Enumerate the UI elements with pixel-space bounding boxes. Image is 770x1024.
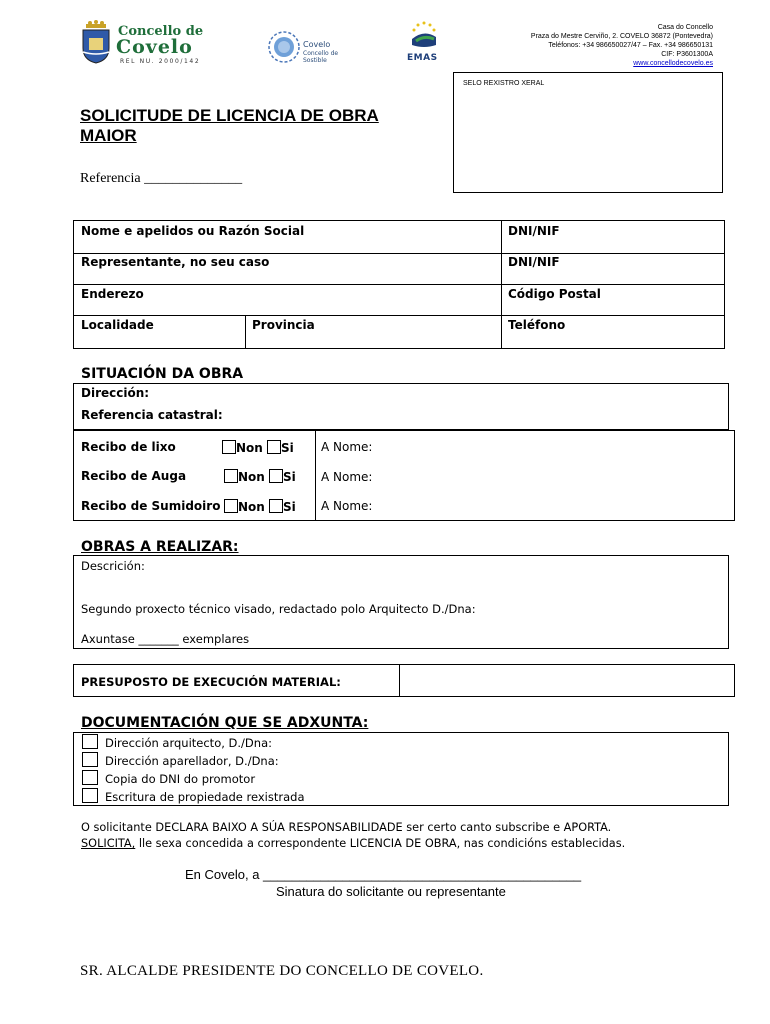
si-checkbox[interactable] [269,499,283,513]
stamp-label: SELO REXISTRO XERAL [463,80,545,87]
emas-text: EMAS [407,53,438,63]
brand-registry: REL NU. 2000/142 [120,58,201,65]
doc-checkbox[interactable] [82,734,98,749]
doc-item: Dirección aparellador, D./Dna: [105,754,279,768]
dni-field[interactable]: DNI/NIF [508,224,560,238]
globe-icon [267,30,301,64]
non-checkbox[interactable] [224,469,238,483]
name-field[interactable]: Nome e apelidos ou Razón Social [81,224,305,238]
doc-checkbox[interactable] [82,770,98,785]
address-line-2: Praza do Mestre Cerviño, 2. COVELO 36872 (Pontevedra) [530,33,713,40]
page-title: SOLICITUDE DE LICENCIA DE OBRA MAIOR [80,106,379,145]
doc-item: Dirección arquitecto, D./Dna: [105,736,272,750]
doc-item: Copia do DNI do promotor [105,772,256,786]
documentacion-heading: DOCUMENTACIÓN QUE SE ADXUNTA: [81,715,369,731]
proxecto-field[interactable]: Segundo proxecto técnico visado, redactado polo Arquitecto D./Dna: [81,602,476,616]
sostible-line2: Concello de [303,50,339,57]
address-phones: Teléfonos: +34 986650027/47 – Fax. +34 986650131 [548,42,713,49]
a-nome-field[interactable]: A Nome: [321,499,373,513]
emas-stars-icon [408,19,440,51]
representative-dni-field[interactable]: DNI/NIF [508,255,560,269]
direccion-field[interactable]: Dirección: [81,386,150,400]
situacion-heading: SITUACIÓN DA OBRA [81,366,244,382]
receipt-label: Recibo de lixo [81,440,176,454]
receipt-label: Recibo de Sumidoiro [81,499,221,513]
concello-sostible-logo [267,30,357,70]
phone-field[interactable]: Teléfono [508,318,566,332]
province-field[interactable]: Provincia [252,318,315,332]
doc-checkbox[interactable] [82,752,98,767]
situacion-box [73,383,729,430]
signature-caption: Sinatura do solicitante ou representante [276,884,506,899]
doc-item: Escritura de propiedade rexistrada [105,790,305,804]
address-line-1: Casa do Concello [657,24,713,31]
declaration-line-2-rest: lle sexa concedida a correspondente LICENCIA DE OBRA, nas condicións establecidas. [135,837,626,850]
emas-logo [405,19,443,65]
sostible-line1: Covelo [303,40,331,49]
brand-top-text: Concello de [118,24,204,39]
receipt-options: Non Si [224,469,296,484]
addressee-footer: SR. ALCALDE PRESIDENTE DO CONCELLO DE COVELO. [80,963,484,979]
catastral-field[interactable]: Referencia catastral: [81,408,223,422]
receipt-options: Non Si [224,499,296,514]
locality-field[interactable]: Localidade [81,318,154,332]
a-nome-field[interactable]: A Nome: [321,440,373,454]
non-checkbox[interactable] [224,499,238,513]
a-nome-field[interactable]: A Nome: [321,470,373,484]
coat-of-arms-icon [80,20,112,64]
registry-stamp-box [453,72,723,193]
sostible-line3: Sostible [303,57,327,64]
obras-heading: OBRAS A REALIZAR: [81,539,239,555]
postal-code-field[interactable]: Código Postal [508,287,601,301]
reference-field[interactable]: Referencia ______________ [80,171,243,186]
doc-checkbox[interactable] [82,788,98,803]
declaration-line-1: O solicitante DECLARA BAIXO A SÚA RESPONSABILIDADE ser certo canto subscribe e APORTA. [81,821,612,834]
solicita-word: SOLICITA, [81,837,136,850]
concello-covelo-logo [80,20,204,66]
receipt-label: Recibo de Auga [81,469,187,483]
axuntase-field[interactable]: Axuntase _______ exemplares [81,632,250,646]
declaration-line-2 [81,837,625,850]
receipt-options: Non Si [222,440,294,455]
address-field[interactable]: Enderezo [81,287,144,301]
representative-field[interactable]: Representante, no seu caso [81,255,270,269]
presuposto-label: PRESUPOSTO DE EXECUCIÓN MATERIAL: [81,675,341,689]
website-link[interactable]: www.concellodecovelo.es [633,60,713,67]
address-cif: CIF: P3601300A [661,51,713,58]
presuposto-input[interactable] [400,665,734,696]
signature-place-date[interactable]: En Covelo, a ____________________________________________ [185,867,582,882]
si-checkbox[interactable] [267,440,281,454]
brand-name: Covelo [116,36,193,58]
non-checkbox[interactable] [222,440,236,454]
si-checkbox[interactable] [269,469,283,483]
descricion-field[interactable]: Descrición: [81,559,145,573]
